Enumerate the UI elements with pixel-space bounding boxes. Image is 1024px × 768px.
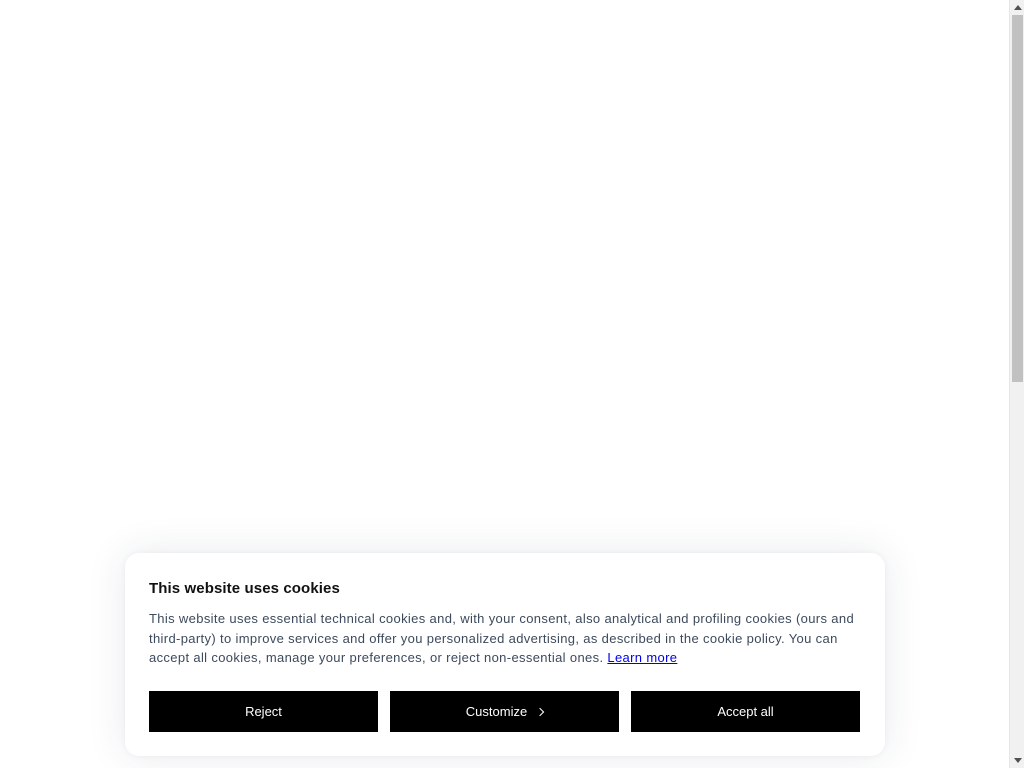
cookie-description-text: This website uses essential technical cookies and, with your consent, also analytical and profiling cookies (ours and third-party) to improve services and offer you personalized advertising, as described in the cookie policy. You can accept all cookies, manage your preferences, or reject non-essential ones.: [149, 611, 855, 665]
chevron-right-icon: [536, 708, 544, 716]
arrow-up-icon: [1014, 5, 1022, 10]
scroll-up-button[interactable]: [1010, 0, 1024, 15]
cookie-button-row: [149, 691, 860, 732]
cookie-consent-banner: [125, 553, 885, 756]
accept-all-button[interactable]: [631, 691, 860, 732]
cookie-banner-description: [149, 609, 861, 668]
customize-button[interactable]: [390, 691, 619, 732]
cookie-banner-title: This website uses cookies: [149, 580, 340, 597]
customize-button-label: Customize: [465, 704, 528, 719]
scrollbar-thumb[interactable]: [1012, 15, 1023, 382]
learn-more-link[interactable]: Learn more: [607, 650, 678, 665]
scroll-down-button[interactable]: [1010, 753, 1024, 768]
vertical-scrollbar[interactable]: [1009, 0, 1024, 768]
accept-all-button-label: Accept all: [717, 704, 774, 719]
reject-button-label: Reject: [245, 704, 282, 719]
arrow-down-icon: [1014, 758, 1022, 763]
reject-button[interactable]: [149, 691, 378, 732]
